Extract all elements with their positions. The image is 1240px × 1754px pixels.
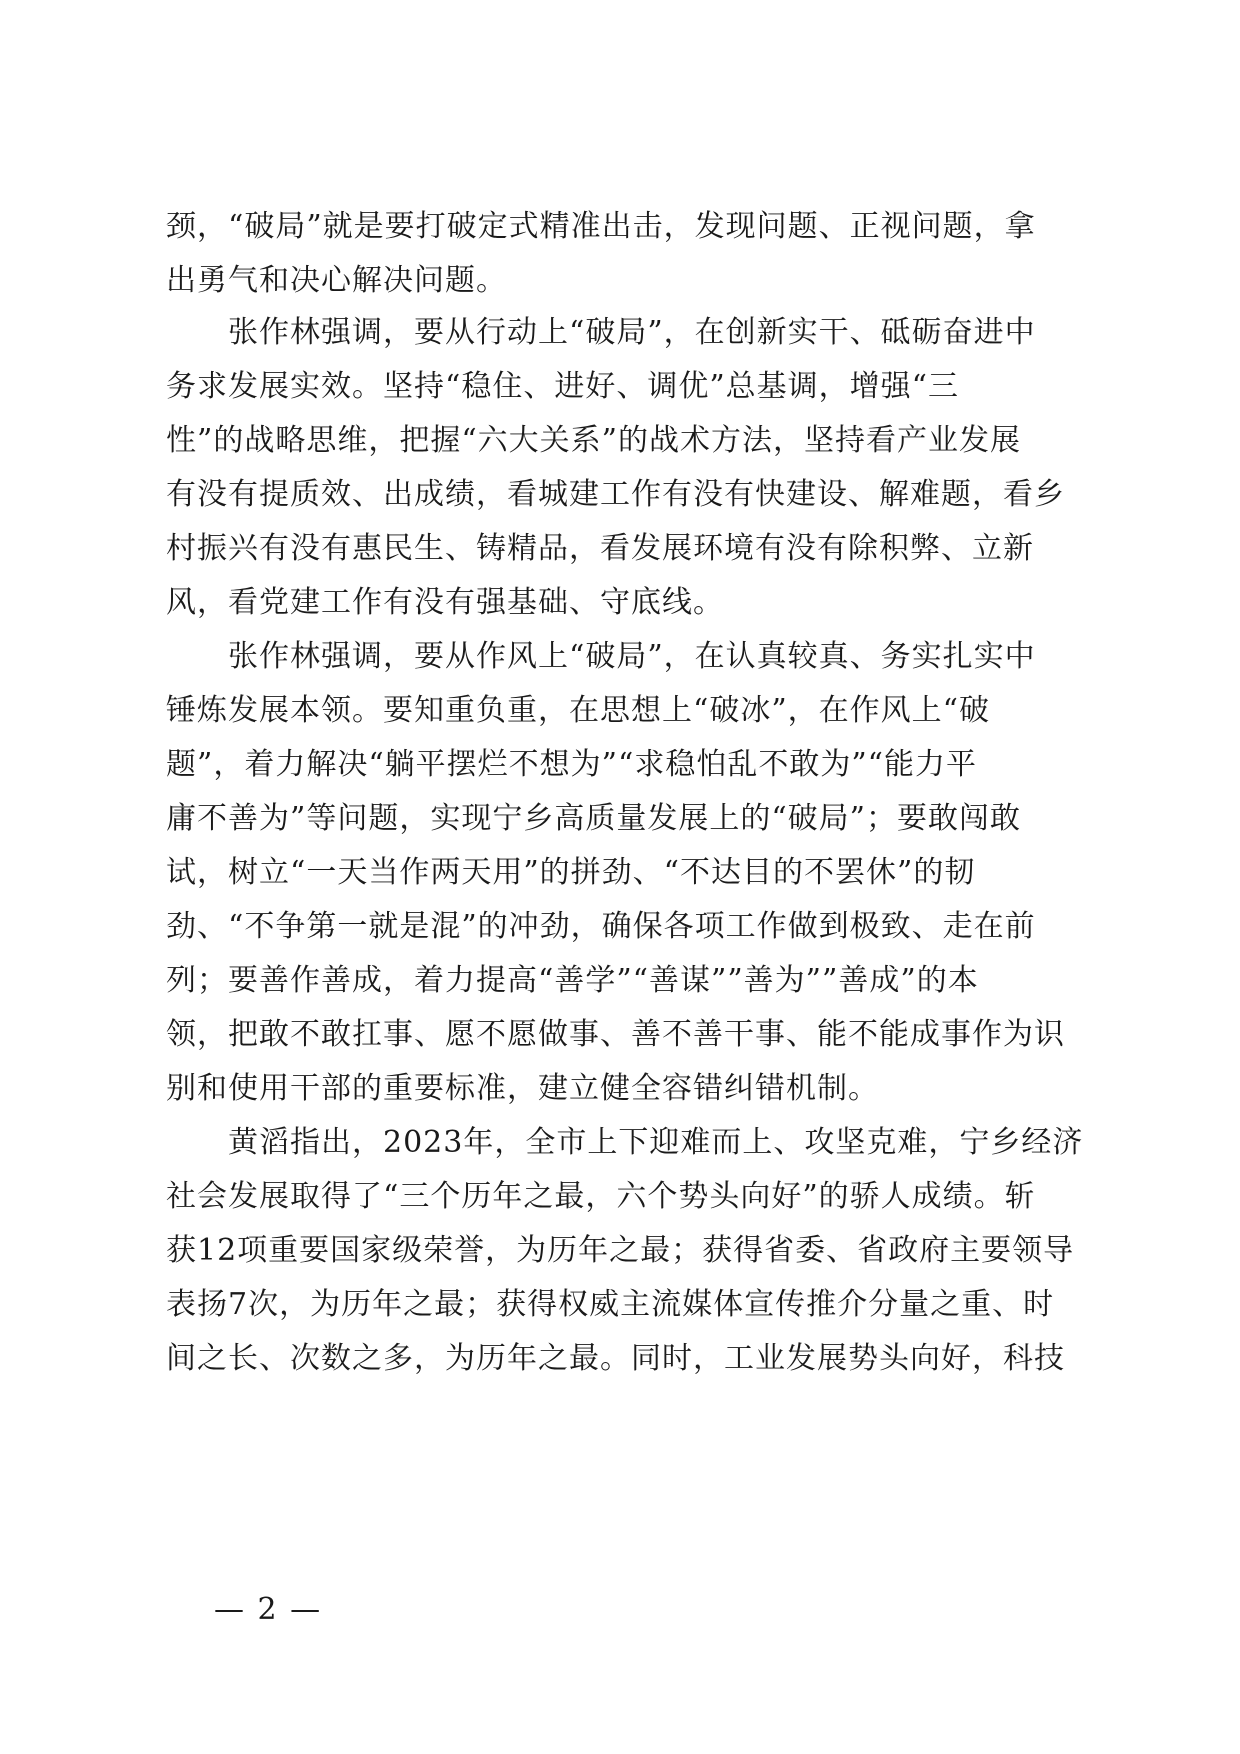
page-number: — 2 —	[214, 1592, 323, 1627]
text-line: 务求发展实效。坚持“稳住、进好、调优”总基调，增强“三	[166, 369, 960, 404]
paragraph-start-line: 黄滔指出，2023年，全市上下迎难而上、攻坚克难，宁乡经济	[228, 1125, 1084, 1160]
text-line: 别和使用干部的重要标准，建立健全容错纠错机制。	[166, 1071, 879, 1106]
text-line: 列；要善作善成，着力提高“善学”“善谋””善为””善成”的本	[166, 963, 979, 998]
text-line: 题”，着力解决“躺平摆烂不想为”“求稳怕乱不敢为”“能力平	[166, 747, 978, 782]
text-line: 出勇气和决心解决问题。	[166, 263, 507, 298]
text-line: 锤炼发展本领。要知重负重，在思想上“破冰”，在作风上“破	[166, 693, 991, 728]
text-line: 性”的战略思维，把握“六大关系”的战术方法，坚持看产业发展	[166, 423, 1022, 458]
text-line: 间之长、次数之多，为历年之最。同时，工业发展势头向好，科技	[166, 1341, 1065, 1376]
text-line: 劲、“不争第一就是混”的冲劲，确保各项工作做到极致、走在前	[166, 909, 1036, 944]
paragraph-start-line: 张作林强调，要从行动上“破局”，在创新实干、砥砺奋进中	[228, 315, 1036, 350]
text-line: 有没有提质效、出成绩，看城建工作有没有快建设、解难题，看乡	[166, 477, 1065, 512]
text-line: 社会发展取得了“三个历年之最，六个势头向好”的骄人成绩。斩	[166, 1179, 1036, 1214]
text-line: 颈，“破局”就是要打破定式精准出击，发现问题、正视问题，拿	[166, 209, 1036, 244]
text-line: 庸不善为”等问题，实现宁乡高质量发展上的“破局”；要敢闯敢	[166, 801, 1022, 836]
text-line: 风，看党建工作有没有强基础、守底线。	[166, 585, 724, 620]
text-line: 试，树立“一天当作两天用”的拼劲、“不达目的不罢休”的韧	[166, 855, 976, 890]
paragraph-start-line: 张作林强调，要从作风上“破局”，在认真较真、务实扎实中	[228, 639, 1036, 674]
text-line: 领，把敢不敢扛事、愿不愿做事、善不善干事、能不能成事作为识	[166, 1017, 1065, 1052]
text-line: 村振兴有没有惠民生、铸精品，看发展环境有没有除积弊、立新	[166, 531, 1034, 566]
text-line: 获12项重要国家级荣誉，为历年之最；获得省委、省政府主要领导	[166, 1233, 1075, 1268]
text-line: 表扬7次，为历年之最；获得权威主流媒体宣传推介分量之重、时	[166, 1287, 1055, 1322]
